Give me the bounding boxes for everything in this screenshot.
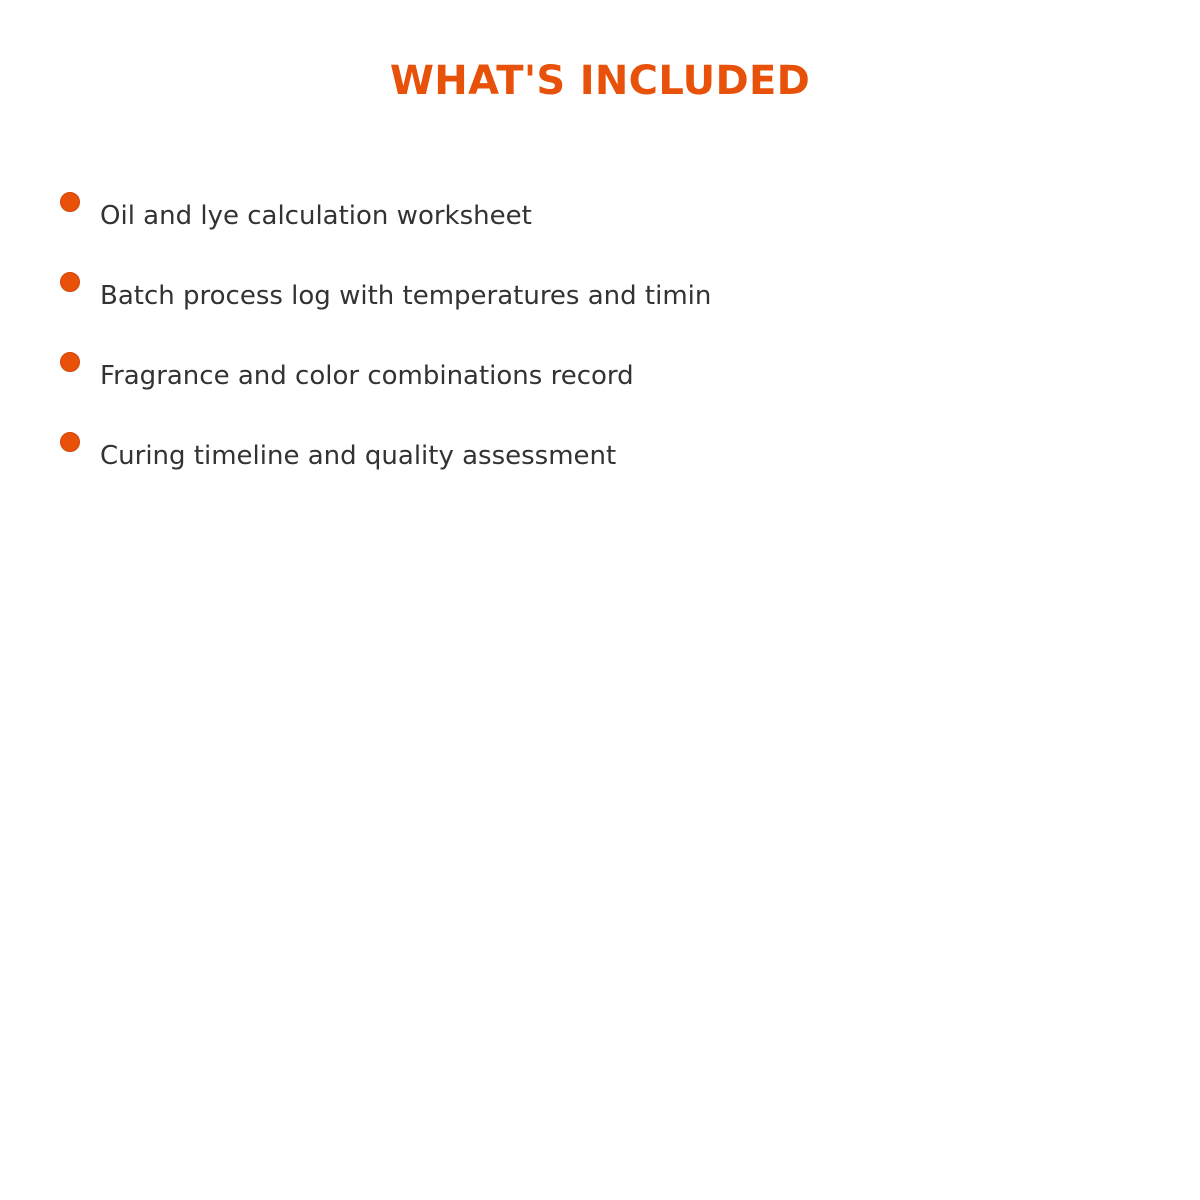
list-item-label: Oil and lye calculation worksheet	[100, 201, 532, 231]
bullet-dot-icon	[60, 272, 80, 292]
page-title: WHAT'S INCLUDED	[389, 58, 811, 104]
list-item-label: Fragrance and color combinations record	[100, 361, 634, 391]
list-item-label: Batch process log with temperatures and timin	[100, 281, 712, 311]
list-item	[0, 272, 1200, 332]
bullet-dot-icon	[60, 192, 80, 212]
list-item	[0, 192, 1200, 252]
list-item	[0, 432, 1200, 492]
list-item	[0, 352, 1200, 412]
list-item-label: Curing timeline and quality assessment	[100, 441, 617, 471]
bullet-dot-icon	[60, 352, 80, 372]
bullet-dot-icon	[60, 432, 80, 452]
